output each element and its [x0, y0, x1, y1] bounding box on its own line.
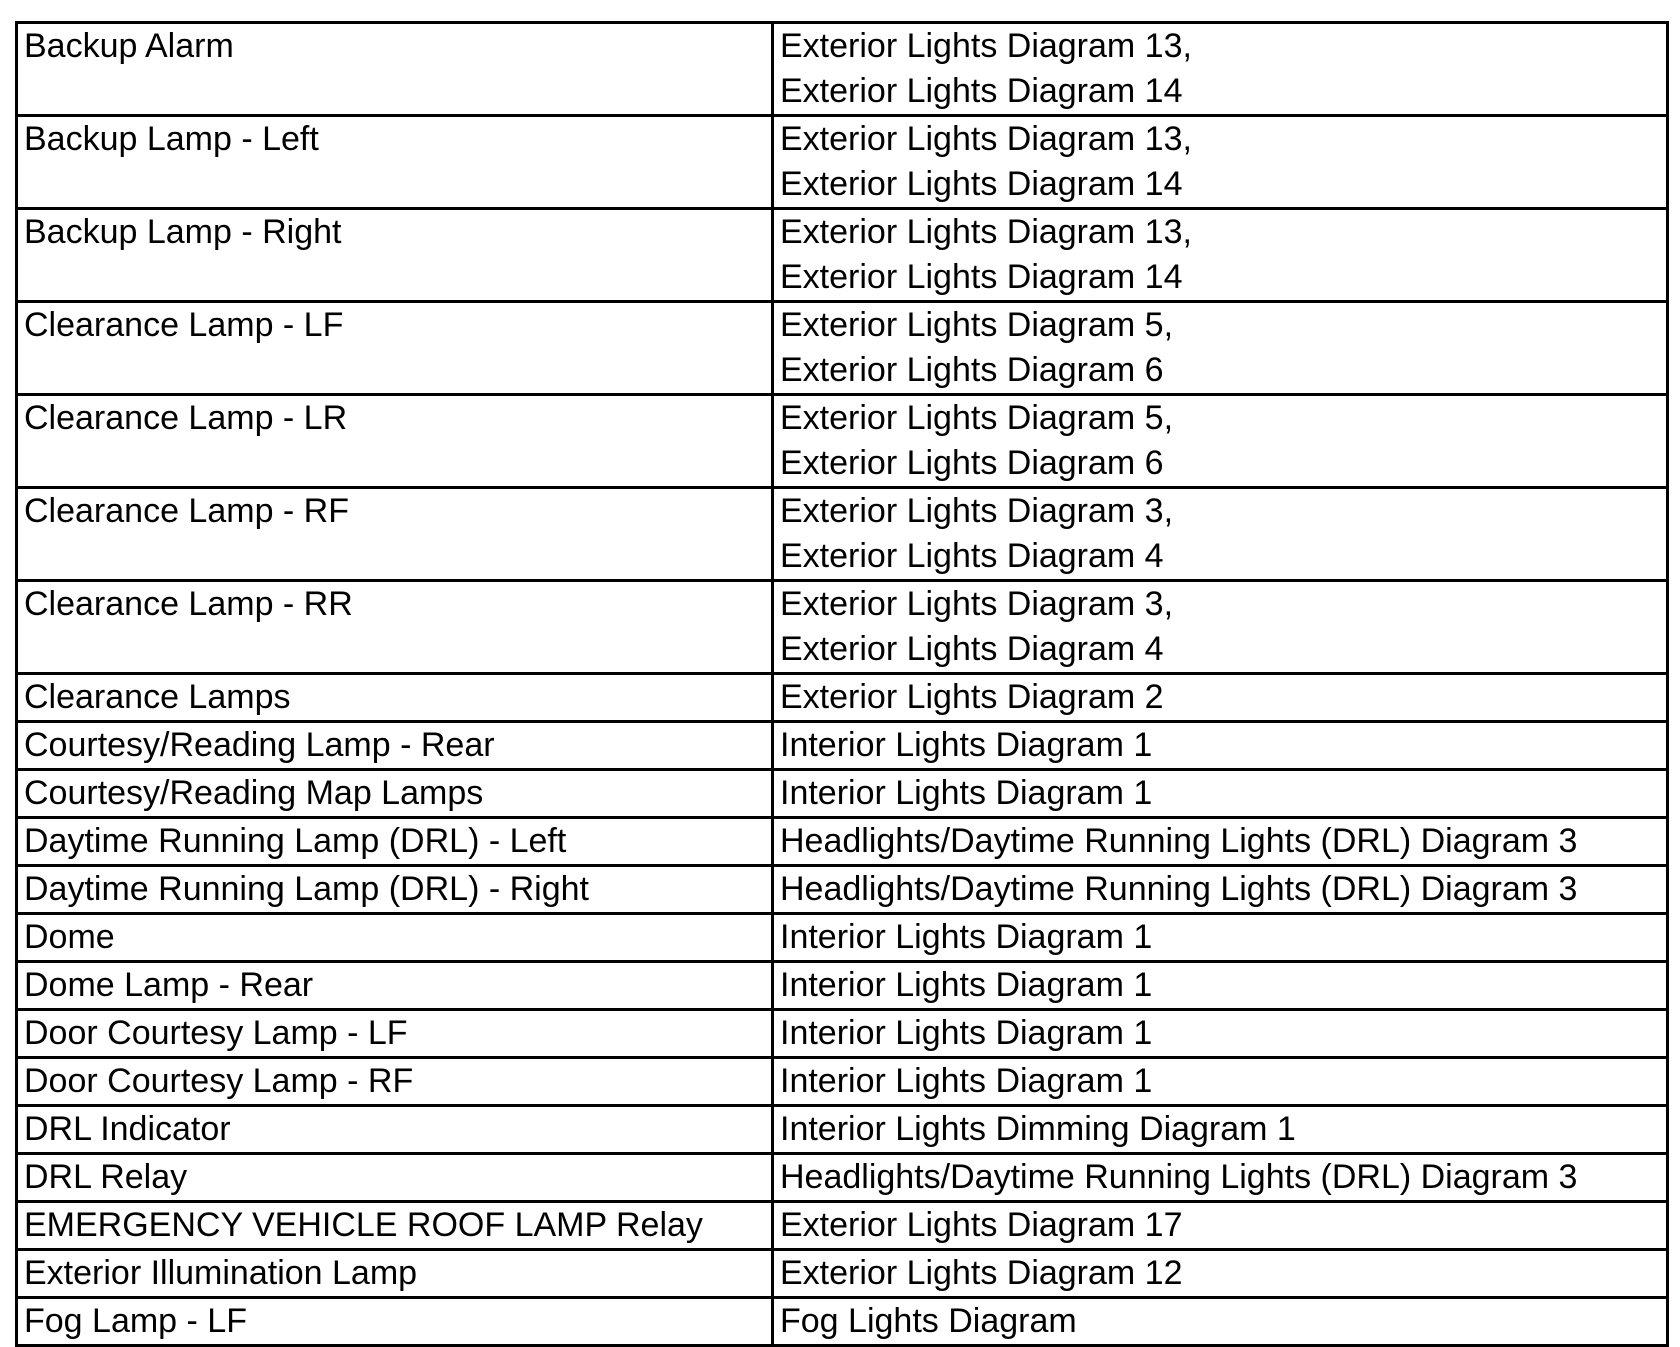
reference-cell — [773, 1058, 1668, 1106]
component-name: Backup Alarm — [24, 27, 234, 65]
table-row — [17, 818, 1668, 866]
component-name: DRL Indicator — [24, 1110, 231, 1148]
table-row — [17, 866, 1668, 914]
table-row — [17, 1010, 1668, 1058]
diagram-reference: Exterior Lights Diagram 3, — [780, 585, 1174, 623]
diagram-reference: Exterior Lights Diagram 14 — [780, 258, 1183, 296]
diagram-reference: Headlights/Daytime Running Lights (DRL) Diagram 3 — [780, 870, 1578, 908]
component-name: Backup Lamp - Left — [24, 120, 319, 158]
reference-cell — [773, 581, 1668, 674]
table-row — [17, 1202, 1668, 1250]
reference-cell — [773, 23, 1668, 116]
table-row — [17, 1298, 1668, 1346]
component-name: Dome Lamp - Rear — [24, 966, 314, 1004]
component-name: Door Courtesy Lamp - LF — [24, 1014, 408, 1052]
table-row — [17, 209, 1668, 302]
diagram-reference: Exterior Lights Diagram 13, — [780, 120, 1192, 158]
diagram-reference: Interior Lights Diagram 1 — [780, 1014, 1153, 1052]
diagram-reference: Exterior Lights Diagram 2 — [780, 678, 1164, 716]
diagram-reference: Interior Lights Diagram 1 — [780, 1062, 1153, 1100]
diagram-reference: Exterior Lights Diagram 12 — [780, 1254, 1183, 1292]
component-name: EMERGENCY VEHICLE ROOF LAMP Relay — [24, 1206, 703, 1244]
component-cell — [17, 818, 773, 866]
reference-cell — [773, 770, 1668, 818]
reference-cell — [773, 1202, 1668, 1250]
diagram-reference: Headlights/Daytime Running Lights (DRL) Diagram 3 — [780, 1158, 1578, 1196]
diagram-reference: Exterior Lights Diagram 4 — [780, 630, 1164, 668]
component-name: Daytime Running Lamp (DRL) - Left — [24, 822, 567, 860]
component-cell — [17, 722, 773, 770]
component-cell — [17, 209, 773, 302]
table-row — [17, 722, 1668, 770]
component-name: Clearance Lamps — [24, 678, 291, 716]
reference-cell — [773, 818, 1668, 866]
reference-cell — [773, 209, 1668, 302]
table-row — [17, 581, 1668, 674]
component-cell — [17, 866, 773, 914]
component-cell — [17, 1154, 773, 1202]
table-row — [17, 962, 1668, 1010]
reference-cell — [773, 488, 1668, 581]
component-cell — [17, 1058, 773, 1106]
diagram-reference: Exterior Lights Diagram 5, — [780, 306, 1174, 344]
table-row — [17, 23, 1668, 116]
reference-cell — [773, 116, 1668, 209]
component-cell — [17, 395, 773, 488]
reference-cell — [773, 395, 1668, 488]
component-cell — [17, 1106, 773, 1154]
table-row — [17, 1154, 1668, 1202]
diagram-reference: Interior Lights Dimming Diagram 1 — [780, 1110, 1296, 1148]
reference-cell — [773, 1106, 1668, 1154]
diagram-reference: Fog Lights Diagram — [780, 1302, 1077, 1340]
reference-cell — [773, 674, 1668, 722]
component-name: Clearance Lamp - RF — [24, 492, 350, 530]
diagram-reference: Exterior Lights Diagram 14 — [780, 165, 1183, 203]
reference-cell — [773, 1250, 1668, 1298]
table-row — [17, 302, 1668, 395]
diagram-reference: Exterior Lights Diagram 13, — [780, 213, 1192, 251]
component-cell — [17, 116, 773, 209]
table-row — [17, 116, 1668, 209]
diagram-reference: Interior Lights Diagram 1 — [780, 966, 1153, 1004]
component-cell — [17, 581, 773, 674]
component-cell — [17, 914, 773, 962]
component-name: Door Courtesy Lamp - RF — [24, 1062, 414, 1100]
reference-cell — [773, 914, 1668, 962]
component-name: Fog Lamp - LF — [24, 1302, 247, 1340]
component-name: Backup Lamp - Right — [24, 213, 342, 251]
diagram-reference: Exterior Lights Diagram 13, — [780, 27, 1192, 65]
component-cell — [17, 1010, 773, 1058]
component-cell — [17, 1202, 773, 1250]
diagram-reference: Headlights/Daytime Running Lights (DRL) Diagram 3 — [780, 822, 1578, 860]
diagram-reference: Exterior Lights Diagram 3, — [780, 492, 1174, 530]
table-row — [17, 674, 1668, 722]
diagram-reference: Exterior Lights Diagram 6 — [780, 351, 1164, 389]
component-cell — [17, 23, 773, 116]
component-name: Exterior Illumination Lamp — [24, 1254, 418, 1292]
reference-cell — [773, 866, 1668, 914]
component-name: Clearance Lamp - RR — [24, 585, 353, 623]
table-row — [17, 770, 1668, 818]
diagram-reference: Interior Lights Diagram 1 — [780, 918, 1153, 956]
reference-cell — [773, 1154, 1668, 1202]
diagram-reference: Interior Lights Diagram 1 — [780, 726, 1153, 764]
diagram-reference: Exterior Lights Diagram 5, — [780, 399, 1174, 437]
reference-cell — [773, 302, 1668, 395]
component-cell — [17, 770, 773, 818]
diagram-reference: Exterior Lights Diagram 17 — [780, 1206, 1183, 1244]
table-row — [17, 914, 1668, 962]
component-name: Courtesy/Reading Map Lamps — [24, 774, 484, 812]
diagram-reference: Exterior Lights Diagram 4 — [780, 537, 1164, 575]
component-cell — [17, 962, 773, 1010]
component-name: Daytime Running Lamp (DRL) - Right — [24, 870, 589, 908]
table-row — [17, 488, 1668, 581]
reference-cell — [773, 1298, 1668, 1346]
diagram-reference: Exterior Lights Diagram 6 — [780, 444, 1164, 482]
table-row — [17, 1058, 1668, 1106]
component-cell — [17, 1298, 773, 1346]
diagram-reference: Interior Lights Diagram 1 — [780, 774, 1153, 812]
component-name: DRL Relay — [24, 1158, 188, 1196]
component-reference-table — [15, 21, 1669, 1347]
diagram-reference: Exterior Lights Diagram 14 — [780, 72, 1183, 110]
reference-cell — [773, 962, 1668, 1010]
component-name: Clearance Lamp - LF — [24, 306, 344, 344]
table-body — [17, 23, 1668, 1346]
component-cell — [17, 302, 773, 395]
reference-cell — [773, 722, 1668, 770]
component-cell — [17, 488, 773, 581]
table-row — [17, 1106, 1668, 1154]
component-cell — [17, 1250, 773, 1298]
component-name: Dome — [24, 918, 115, 956]
table-row — [17, 395, 1668, 488]
reference-cell — [773, 1010, 1668, 1058]
component-cell — [17, 674, 773, 722]
table-row — [17, 1250, 1668, 1298]
component-name: Clearance Lamp - LR — [24, 399, 348, 437]
component-name: Courtesy/Reading Lamp - Rear — [24, 726, 495, 764]
